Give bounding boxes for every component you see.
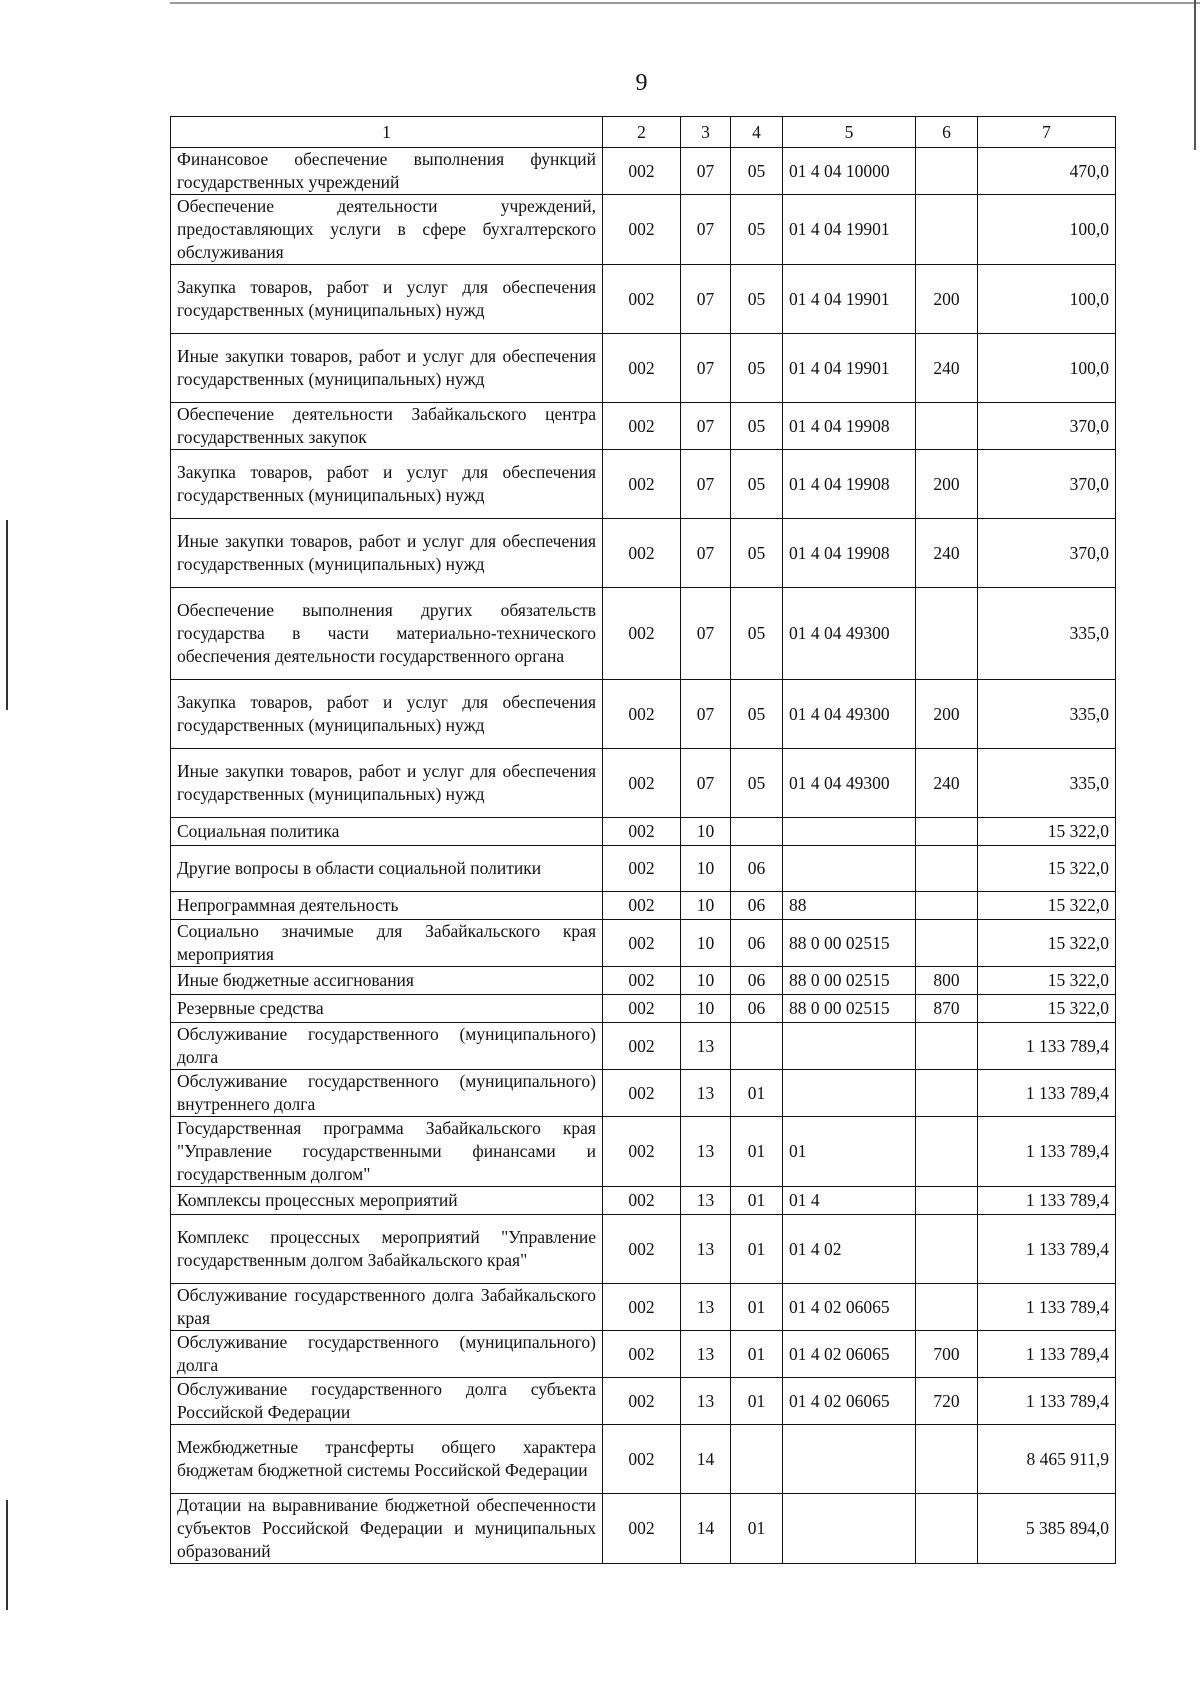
row-name-cell: Комплексы процессных мероприятий xyxy=(171,1187,603,1215)
expense-type-cell: 200 xyxy=(916,450,978,519)
section-code-cell: 07 xyxy=(681,334,731,403)
amount-cell: 15 322,0 xyxy=(978,967,1116,995)
expense-type-cell: 200 xyxy=(916,265,978,334)
target-article-cell xyxy=(783,1494,916,1564)
section-code-cell: 07 xyxy=(681,519,731,588)
expense-type-cell xyxy=(916,846,978,892)
target-article-cell: 01 4 04 19901 xyxy=(783,334,916,403)
section-code-cell: 10 xyxy=(681,995,731,1023)
target-article-cell: 01 4 04 49300 xyxy=(783,680,916,749)
expense-type-cell xyxy=(916,1494,978,1564)
amount-cell: 15 322,0 xyxy=(978,818,1116,846)
admin-code-cell: 002 xyxy=(603,1117,681,1187)
section-code-cell: 13 xyxy=(681,1023,731,1070)
subsection-code-cell: 05 xyxy=(731,148,783,195)
section-code-cell: 13 xyxy=(681,1070,731,1117)
row-name-cell: Комплекс процессных мероприятий "Управление государственным долгом Забайкальского края" xyxy=(171,1215,603,1284)
section-code-cell: 10 xyxy=(681,846,731,892)
target-article-cell xyxy=(783,1070,916,1117)
table-row xyxy=(171,1425,1116,1494)
subsection-code-cell: 05 xyxy=(731,403,783,450)
row-name-cell: Иные бюджетные ассигнования xyxy=(171,967,603,995)
amount-cell: 15 322,0 xyxy=(978,846,1116,892)
section-code-cell: 07 xyxy=(681,680,731,749)
target-article-cell: 01 4 02 06065 xyxy=(783,1331,916,1378)
subsection-code-cell: 05 xyxy=(731,450,783,519)
subsection-code-cell: 06 xyxy=(731,920,783,967)
section-code-cell: 07 xyxy=(681,749,731,818)
header-cell: 3 xyxy=(681,117,731,148)
amount-cell: 100,0 xyxy=(978,334,1116,403)
expense-type-cell xyxy=(916,148,978,195)
target-article-cell: 01 4 04 19901 xyxy=(783,265,916,334)
header-cell: 4 xyxy=(731,117,783,148)
subsection-code-cell: 05 xyxy=(731,588,783,680)
table-row xyxy=(171,1023,1116,1070)
subsection-code-cell: 01 xyxy=(731,1215,783,1284)
expense-type-cell: 240 xyxy=(916,519,978,588)
table-row xyxy=(171,920,1116,967)
target-article-cell xyxy=(783,1425,916,1494)
table-row xyxy=(171,1117,1116,1187)
row-name-cell: Обслуживание государственного (муниципального) долга xyxy=(171,1023,603,1070)
expense-type-cell xyxy=(916,1284,978,1331)
table-row xyxy=(171,892,1116,920)
table-row xyxy=(171,148,1116,195)
admin-code-cell: 002 xyxy=(603,519,681,588)
expense-type-cell xyxy=(916,1187,978,1215)
amount-cell: 1 133 789,4 xyxy=(978,1378,1116,1425)
row-name-cell: Обслуживание государственного долга Забайкальского края xyxy=(171,1284,603,1331)
admin-code-cell: 002 xyxy=(603,1215,681,1284)
row-name-cell: Обслуживание государственного долга субъекта Российской Федерации xyxy=(171,1378,603,1425)
row-name-cell: Закупка товаров, работ и услуг для обеспечения государственных (муниципальных) нужд xyxy=(171,680,603,749)
amount-cell: 1 133 789,4 xyxy=(978,1187,1116,1215)
table-row xyxy=(171,846,1116,892)
subsection-code-cell: 06 xyxy=(731,846,783,892)
target-article-cell: 01 4 02 06065 xyxy=(783,1284,916,1331)
amount-cell: 335,0 xyxy=(978,680,1116,749)
header-cell: 7 xyxy=(978,117,1116,148)
subsection-code-cell: 05 xyxy=(731,265,783,334)
table-row xyxy=(171,749,1116,818)
amount-cell: 1 133 789,4 xyxy=(978,1023,1116,1070)
section-code-cell: 13 xyxy=(681,1215,731,1284)
row-name-cell: Иные закупки товаров, работ и услуг для обеспечения государственных (муниципальных) нужд xyxy=(171,334,603,403)
target-article-cell: 01 xyxy=(783,1117,916,1187)
amount-cell: 15 322,0 xyxy=(978,995,1116,1023)
admin-code-cell: 002 xyxy=(603,450,681,519)
row-name-cell: Обслуживание государственного (муниципального) долга xyxy=(171,1331,603,1378)
row-name-cell: Иные закупки товаров, работ и услуг для обеспечения государственных (муниципальных) нужд xyxy=(171,749,603,818)
amount-cell: 370,0 xyxy=(978,403,1116,450)
admin-code-cell: 002 xyxy=(603,195,681,265)
table-row xyxy=(171,1378,1116,1425)
subsection-code-cell xyxy=(731,1023,783,1070)
table-row xyxy=(171,1215,1116,1284)
subsection-code-cell: 05 xyxy=(731,195,783,265)
table-row xyxy=(171,818,1116,846)
table-row xyxy=(171,195,1116,265)
header-cell: 1 xyxy=(171,117,603,148)
row-name-cell: Обеспечение деятельности Забайкальского центра государственных закупок xyxy=(171,403,603,450)
admin-code-cell: 002 xyxy=(603,892,681,920)
amount-cell: 335,0 xyxy=(978,588,1116,680)
expense-type-cell xyxy=(916,1070,978,1117)
target-article-cell: 01 4 04 19901 xyxy=(783,195,916,265)
target-article-cell xyxy=(783,818,916,846)
page-number: 9 xyxy=(635,70,648,96)
subsection-code-cell xyxy=(731,1425,783,1494)
subsection-code-cell: 01 xyxy=(731,1187,783,1215)
admin-code-cell: 002 xyxy=(603,749,681,818)
amount-cell: 1 133 789,4 xyxy=(978,1331,1116,1378)
expense-type-cell xyxy=(916,892,978,920)
subsection-code-cell: 05 xyxy=(731,519,783,588)
section-code-cell: 10 xyxy=(681,920,731,967)
amount-cell: 100,0 xyxy=(978,195,1116,265)
header-cell: 6 xyxy=(916,117,978,148)
row-name-cell: Иные закупки товаров, работ и услуг для обеспечения государственных (муниципальных) нужд xyxy=(171,519,603,588)
scan-margin-mark xyxy=(6,1500,8,1610)
row-name-cell: Резервные средства xyxy=(171,995,603,1023)
section-code-cell: 14 xyxy=(681,1425,731,1494)
row-name-cell: Непрограммная деятельность xyxy=(171,892,603,920)
target-article-cell: 01 4 04 10000 xyxy=(783,148,916,195)
section-code-cell: 07 xyxy=(681,588,731,680)
target-article-cell: 01 4 04 49300 xyxy=(783,588,916,680)
amount-cell: 100,0 xyxy=(978,265,1116,334)
target-article-cell: 01 4 xyxy=(783,1187,916,1215)
section-code-cell: 07 xyxy=(681,450,731,519)
table-row xyxy=(171,967,1116,995)
section-code-cell: 13 xyxy=(681,1331,731,1378)
admin-code-cell: 002 xyxy=(603,920,681,967)
target-article-cell: 88 0 00 02515 xyxy=(783,995,916,1023)
target-article-cell: 01 4 02 xyxy=(783,1215,916,1284)
expense-type-cell: 240 xyxy=(916,334,978,403)
section-code-cell: 13 xyxy=(681,1117,731,1187)
target-article-cell: 88 0 00 02515 xyxy=(783,920,916,967)
subsection-code-cell: 01 xyxy=(731,1378,783,1425)
budget-table xyxy=(170,116,1116,1564)
table-row xyxy=(171,995,1116,1023)
section-code-cell: 07 xyxy=(681,265,731,334)
row-name-cell: Межбюджетные трансферты общего характера бюджетам бюджетной системы Российской Федерации xyxy=(171,1425,603,1494)
admin-code-cell: 002 xyxy=(603,403,681,450)
admin-code-cell: 002 xyxy=(603,1187,681,1215)
table-row xyxy=(171,450,1116,519)
table-row xyxy=(171,1494,1116,1564)
table-row xyxy=(171,1284,1116,1331)
expense-type-cell: 700 xyxy=(916,1331,978,1378)
table-header-row xyxy=(171,117,1116,148)
scan-margin-mark xyxy=(6,520,8,710)
expense-type-cell: 800 xyxy=(916,967,978,995)
row-name-cell: Обеспечение деятельности учреждений, предоставляющих услуги в сфере бухгалтерского обслуживания xyxy=(171,195,603,265)
row-name-cell: Закупка товаров, работ и услуг для обеспечения государственных (муниципальных) нужд xyxy=(171,265,603,334)
target-article-cell: 88 0 00 02515 xyxy=(783,967,916,995)
admin-code-cell: 002 xyxy=(603,995,681,1023)
amount-cell: 15 322,0 xyxy=(978,892,1116,920)
table-row xyxy=(171,680,1116,749)
subsection-code-cell: 01 xyxy=(731,1117,783,1187)
row-name-cell: Социальная политика xyxy=(171,818,603,846)
subsection-code-cell: 06 xyxy=(731,892,783,920)
expense-type-cell xyxy=(916,1023,978,1070)
section-code-cell: 13 xyxy=(681,1284,731,1331)
target-article-cell: 01 4 04 19908 xyxy=(783,450,916,519)
admin-code-cell: 002 xyxy=(603,967,681,995)
subsection-code-cell: 01 xyxy=(731,1070,783,1117)
table-row xyxy=(171,1187,1116,1215)
expense-type-cell xyxy=(916,1215,978,1284)
expense-type-cell xyxy=(916,1117,978,1187)
admin-code-cell: 002 xyxy=(603,1425,681,1494)
target-article-cell xyxy=(783,1023,916,1070)
target-article-cell: 01 4 04 19908 xyxy=(783,519,916,588)
subsection-code-cell: 05 xyxy=(731,334,783,403)
section-code-cell: 07 xyxy=(681,148,731,195)
admin-code-cell: 002 xyxy=(603,588,681,680)
subsection-code-cell: 06 xyxy=(731,967,783,995)
row-name-cell: Государственная программа Забайкальского края "Управление государственными финансами и государственным долгом" xyxy=(171,1117,603,1187)
expense-type-cell xyxy=(916,403,978,450)
admin-code-cell: 002 xyxy=(603,1023,681,1070)
section-code-cell: 14 xyxy=(681,1494,731,1564)
header-cell: 2 xyxy=(603,117,681,148)
expense-type-cell xyxy=(916,588,978,680)
expense-type-cell xyxy=(916,818,978,846)
subsection-code-cell: 05 xyxy=(731,680,783,749)
admin-code-cell: 002 xyxy=(603,1378,681,1425)
expense-type-cell xyxy=(916,920,978,967)
target-article-cell: 01 4 02 06065 xyxy=(783,1378,916,1425)
target-article-cell: 88 xyxy=(783,892,916,920)
expense-type-cell: 240 xyxy=(916,749,978,818)
section-code-cell: 13 xyxy=(681,1378,731,1425)
row-name-cell: Обеспечение выполнения других обязательств государства в части материально-технического обеспечения деятельности государственного органа xyxy=(171,588,603,680)
admin-code-cell: 002 xyxy=(603,846,681,892)
table-row xyxy=(171,519,1116,588)
admin-code-cell: 002 xyxy=(603,1494,681,1564)
section-code-cell: 10 xyxy=(681,818,731,846)
admin-code-cell: 002 xyxy=(603,680,681,749)
amount-cell: 370,0 xyxy=(978,450,1116,519)
expense-type-cell xyxy=(916,1425,978,1494)
expense-type-cell: 720 xyxy=(916,1378,978,1425)
subsection-code-cell: 01 xyxy=(731,1284,783,1331)
table-row xyxy=(171,334,1116,403)
amount-cell: 1 133 789,4 xyxy=(978,1070,1116,1117)
section-code-cell: 10 xyxy=(681,967,731,995)
row-name-cell: Финансовое обеспечение выполнения функций государственных учреждений xyxy=(171,148,603,195)
amount-cell: 5 385 894,0 xyxy=(978,1494,1116,1564)
target-article-cell: 01 4 04 19908 xyxy=(783,403,916,450)
table-row xyxy=(171,1070,1116,1117)
target-article-cell: 01 4 04 49300 xyxy=(783,749,916,818)
subsection-code-cell: 06 xyxy=(731,995,783,1023)
section-code-cell: 13 xyxy=(681,1187,731,1215)
table-row xyxy=(171,588,1116,680)
amount-cell: 15 322,0 xyxy=(978,920,1116,967)
row-name-cell: Обслуживание государственного (муниципального) внутреннего долга xyxy=(171,1070,603,1117)
header-cell: 5 xyxy=(783,117,916,148)
table-row xyxy=(171,265,1116,334)
table-row xyxy=(171,403,1116,450)
row-name-cell: Социально значимые для Забайкальского края мероприятия xyxy=(171,920,603,967)
admin-code-cell: 002 xyxy=(603,334,681,403)
amount-cell: 1 133 789,4 xyxy=(978,1215,1116,1284)
amount-cell: 1 133 789,4 xyxy=(978,1284,1116,1331)
amount-cell: 335,0 xyxy=(978,749,1116,818)
amount-cell: 1 133 789,4 xyxy=(978,1117,1116,1187)
section-code-cell: 07 xyxy=(681,403,731,450)
admin-code-cell: 002 xyxy=(603,1284,681,1331)
admin-code-cell: 002 xyxy=(603,818,681,846)
subsection-code-cell: 05 xyxy=(731,749,783,818)
target-article-cell xyxy=(783,846,916,892)
admin-code-cell: 002 xyxy=(603,265,681,334)
expense-type-cell: 200 xyxy=(916,680,978,749)
scan-edge-line xyxy=(170,2,1200,4)
row-name-cell: Закупка товаров, работ и услуг для обеспечения государственных (муниципальных) нужд xyxy=(171,450,603,519)
section-code-cell: 10 xyxy=(681,892,731,920)
expense-type-cell xyxy=(916,195,978,265)
amount-cell: 470,0 xyxy=(978,148,1116,195)
admin-code-cell: 002 xyxy=(603,1331,681,1378)
admin-code-cell: 002 xyxy=(603,1070,681,1117)
row-name-cell: Другие вопросы в области социальной политики xyxy=(171,846,603,892)
amount-cell: 8 465 911,9 xyxy=(978,1425,1116,1494)
admin-code-cell: 002 xyxy=(603,148,681,195)
subsection-code-cell xyxy=(731,818,783,846)
row-name-cell: Дотации на выравнивание бюджетной обеспеченности субъектов Российской Федерации и муниципальных образований xyxy=(171,1494,603,1564)
subsection-code-cell: 01 xyxy=(731,1331,783,1378)
table-row xyxy=(171,1331,1116,1378)
expense-type-cell: 870 xyxy=(916,995,978,1023)
table-body xyxy=(171,117,1116,1564)
section-code-cell: 07 xyxy=(681,195,731,265)
amount-cell: 370,0 xyxy=(978,519,1116,588)
subsection-code-cell: 01 xyxy=(731,1494,783,1564)
